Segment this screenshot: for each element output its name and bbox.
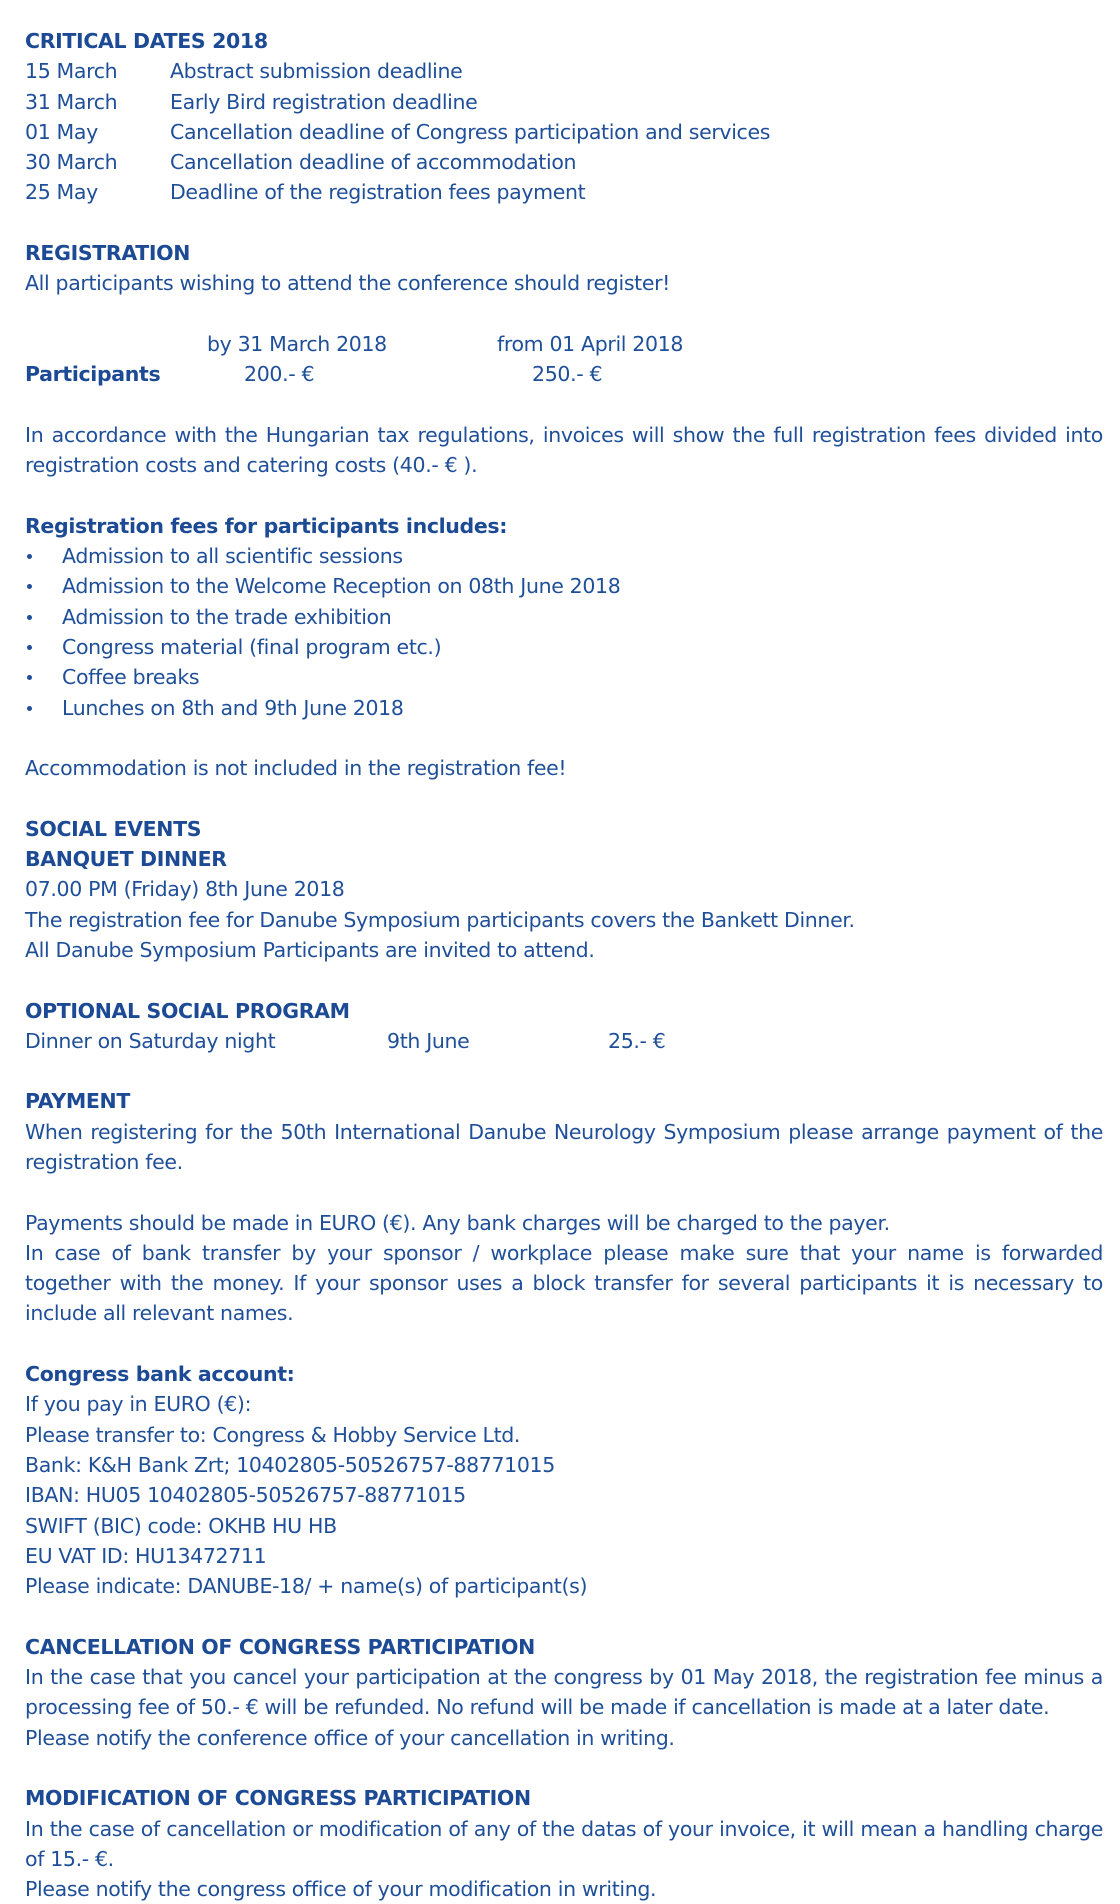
registration-fee-table	[25, 329, 1103, 390]
modification-heading: MODIFICATION OF CONGRESS PARTICIPATION	[25, 1786, 531, 1811]
fee-includes-list	[25, 541, 1103, 723]
early-fee-value: 200.- €	[244, 362, 315, 387]
banquet-time: 07.00 PM (Friday) 8th June 2018	[25, 877, 345, 902]
critical-date-description: Abstract submission deadline	[170, 59, 463, 84]
fee-column-early-header: by 31 March 2018	[207, 331, 387, 356]
banquet-invite: All Danube Symposium Participants are invited to attend.	[25, 937, 595, 962]
payment-currency-note: Payments should be made in EURO (€). Any bank charges will be charged to the payer.	[25, 1210, 890, 1235]
bank-detail-line: Please indicate: DANUBE-18/ + name(s) of participant(s)	[25, 1574, 588, 1599]
modification-notify: Please notify the congress office of your modification in writing.	[25, 1877, 657, 1902]
bank-detail-line: If you pay in EURO (€):	[25, 1392, 252, 1417]
list-item: Congress material (final program etc.)	[25, 632, 1103, 662]
critical-date: 25 May	[25, 180, 98, 205]
fee-table-row	[25, 359, 1103, 389]
critical-date-row	[25, 56, 1103, 86]
critical-date-description: Early Bird registration deadline	[170, 89, 478, 114]
critical-date-row	[25, 147, 1103, 177]
fee-column-late-header: from 01 April 2018	[497, 331, 684, 356]
cancellation-text: In the case that you cancel your participation at the congress by 01 May 2018, the registration fee minus a processing fee of 50.- € will be refunded. No refund will be made if cancellation is made at a later date.	[25, 1665, 1103, 1720]
list-item: Admission to the trade exhibition	[25, 602, 1103, 632]
bank-detail-line: IBAN: HU05 10402805-50526757-88771015	[25, 1483, 466, 1508]
list-item: Coffee breaks	[25, 662, 1103, 692]
late-fee-value: 250.- €	[532, 362, 603, 387]
optional-program-price: 25.- €	[608, 1028, 666, 1053]
critical-date-row	[25, 87, 1103, 117]
bank-detail-line: EU VAT ID: HU13472711	[25, 1543, 267, 1568]
critical-date-row	[25, 177, 1103, 207]
accommodation-note: Accommodation is not included in the registration fee!	[25, 756, 567, 781]
social-events-heading: SOCIAL EVENTS	[25, 816, 202, 841]
banquet-dinner-heading: BANQUET DINNER	[25, 847, 227, 872]
bank-account-heading: Congress bank account:	[25, 1362, 295, 1387]
critical-dates-list	[25, 56, 1103, 207]
tax-regulation-note: In accordance with the Hungarian tax regulations, invoices will show the full registration fees divided into registration costs and catering costs (40.- € ).	[25, 422, 1103, 478]
list-item: Admission to the Welcome Reception on 08th June 2018	[25, 571, 1103, 601]
critical-date: 31 March	[25, 89, 118, 114]
fee-includes-heading: Registration fees for participants includes:	[25, 513, 508, 538]
list-item: Admission to all scientific sessions	[25, 541, 1103, 571]
fee-row-label: Participants	[25, 362, 161, 387]
bank-account-details	[25, 1389, 1103, 1601]
registration-intro: All participants wishing to attend the conference should register!	[25, 271, 671, 296]
critical-date: 15 March	[25, 59, 118, 84]
critical-date-row	[25, 117, 1103, 147]
registration-heading: REGISTRATION	[25, 241, 191, 266]
critical-dates-heading: CRITICAL DATES 2018	[25, 29, 268, 53]
bank-detail-line: Please transfer to: Congress & Hobby Service Ltd.	[25, 1422, 521, 1447]
modification-text: In the case of cancellation or modification of any of the datas of your invoice, it will mean a handling charge of 15.- €.	[25, 1816, 1103, 1871]
critical-date: 30 March	[25, 150, 118, 175]
optional-program-date: 9th June	[387, 1028, 470, 1053]
optional-program-heading: OPTIONAL SOCIAL PROGRAM	[25, 998, 350, 1023]
list-item: Lunches on 8th and 9th June 2018	[25, 693, 1103, 723]
fee-table-header	[25, 329, 1103, 359]
optional-program-row	[25, 1026, 1103, 1056]
critical-date-description: Cancellation deadline of accommodation	[170, 150, 577, 175]
cancellation-heading: CANCELLATION OF CONGRESS PARTICIPATION	[25, 1634, 535, 1659]
bank-detail-line: Bank: K&H Bank Zrt; 10402805-50526757-88771015	[25, 1452, 555, 1477]
payment-transfer-note: In case of bank transfer by your sponsor / workplace please make sure that your name is forwarded together with the money. If your sponsor uses a block transfer for several participants it is necessary to include all relevant names.	[25, 1240, 1103, 1326]
critical-date-description: Deadline of the registration fees payment	[170, 180, 586, 205]
critical-date: 01 May	[25, 119, 98, 144]
congress-information-document	[25, 26, 1103, 1904]
cancellation-notify: Please notify the conference office of your cancellation in writing.	[25, 1725, 675, 1750]
critical-date-description: Cancellation deadline of Congress participation and services	[170, 119, 771, 144]
bank-detail-line: SWIFT (BIC) code: OKHB HU HB	[25, 1513, 337, 1538]
banquet-fee-note: The registration fee for Danube Symposium participants covers the Bankett Dinner.	[25, 907, 855, 932]
payment-heading: PAYMENT	[25, 1089, 130, 1114]
optional-program-event: Dinner on Saturday night	[25, 1028, 276, 1053]
payment-intro: When registering for the 50th International Danube Neurology Symposium please arrange payment of the registration fee.	[25, 1119, 1103, 1174]
